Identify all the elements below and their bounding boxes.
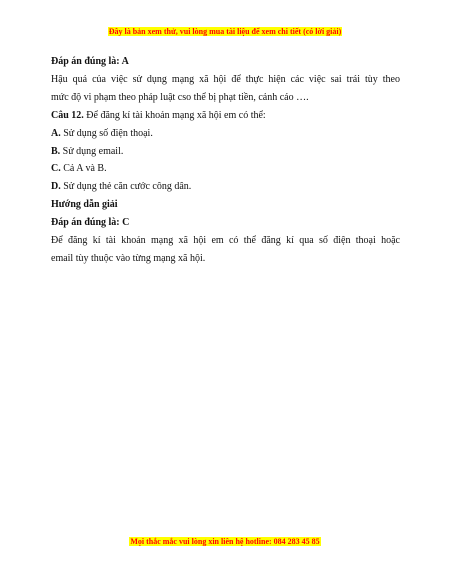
question-12 (51, 110, 400, 122)
option-b (51, 146, 400, 158)
solution-explanation-line-2: email tùy thuộc vào từng mạng xã hội. (51, 253, 206, 264)
preview-notice-text: Đây là bản xem thử, vui lòng mua tài liệu để xem chi tiết (có lời giải) (108, 27, 342, 36)
preview-notice-banner (0, 26, 450, 37)
question-number: Câu 12. (51, 110, 84, 121)
option-a (51, 128, 400, 140)
option-c (51, 163, 400, 175)
question-text: Để đăng kí tài khoản mạng xã hội em có thể: (86, 110, 266, 121)
solution-answer-label: Đáp án đúng là: C (51, 217, 130, 228)
option-b-letter: B. (51, 146, 61, 157)
hotline-banner (0, 536, 450, 547)
previous-explanation-line-1: Hậu quả của việc sử dụng mạng xã hội để thực hiện các việc sai trái tùy theo (51, 74, 400, 85)
option-a-text: Sử dụng số điện thoại. (63, 128, 153, 139)
option-d-text: Sử dụng thẻ căn cước công dân. (63, 181, 192, 192)
option-c-text: Cả A và B. (63, 163, 107, 174)
option-d (51, 181, 400, 193)
solution-explanation-line-1: Để đăng kí tài khoản mạng xã hội em có thể đăng kí qua số điện thoại hoặc (51, 235, 400, 246)
previous-answer-label: Đáp án đúng là: A (51, 56, 129, 67)
option-b-text: Sử dụng email. (62, 146, 124, 157)
solution-heading: Hướng dẫn giải (51, 199, 118, 210)
option-d-letter: D. (51, 181, 61, 192)
option-a-letter: A. (51, 128, 61, 139)
previous-explanation-line-2: mức độ vi phạm theo pháp luật cso thể bị phạt tiền, cảnh cáo …. (51, 92, 309, 103)
hotline-text: Mọi thắc mắc vui lòng xin liên hệ hotline: 084 283 45 85 (130, 537, 320, 546)
option-c-letter: C. (51, 163, 61, 174)
